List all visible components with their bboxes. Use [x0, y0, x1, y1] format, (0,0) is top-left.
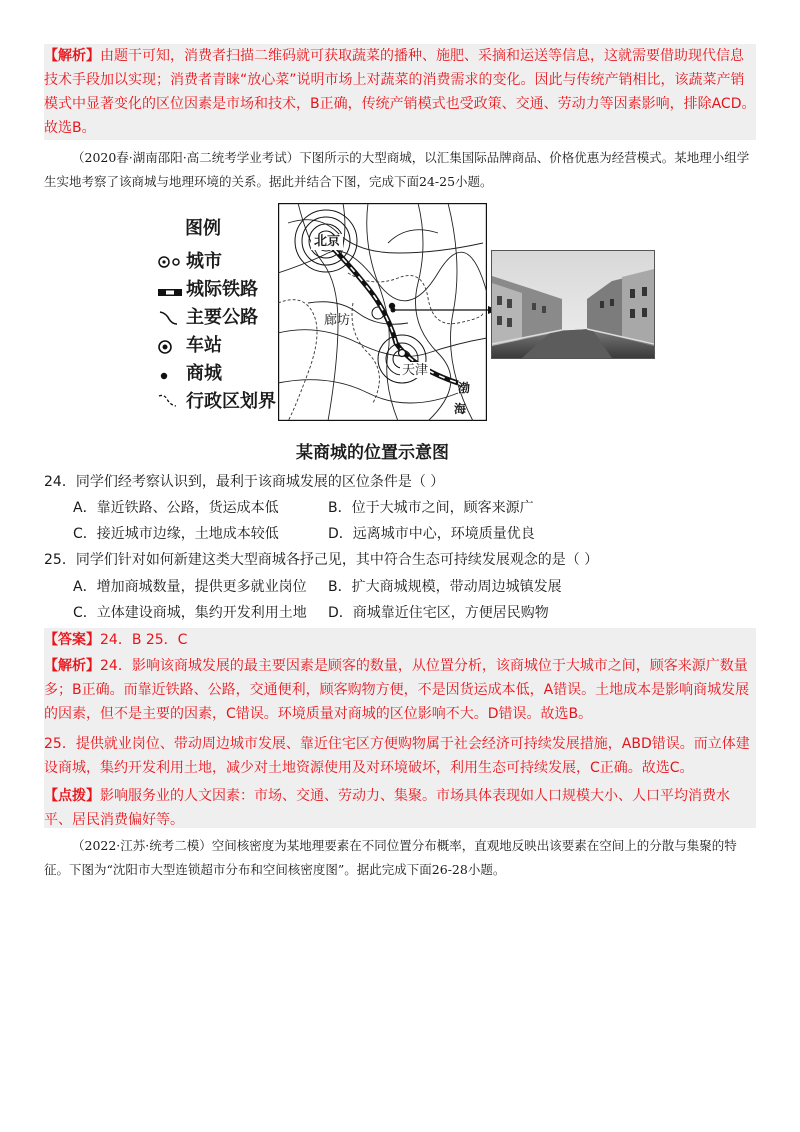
analysis-24 [44, 654, 756, 726]
boundary-symbol-icon [157, 392, 183, 414]
figure-caption: 某商城的位置示意图 [296, 443, 449, 463]
q24-option-b: B．位于大城市之间，顾客来源广 [328, 500, 534, 516]
analysis-text: 由题干可知，消费者扫描二维码就可获取蔬菜的播种、施肥、采摘和运送等信息，这就需要借助现代信息技术手段加以实现；消费者青睐“放心菜”说明市场上对蔬菜的消费需求的变化。因此与传统产销相比，该蔬菜产销模式中显著变化的区位因素是市场和技术，B正确，传统产销模式也受政策、交通、劳动力等因素影响，排除ACD。故选B。 [44, 48, 756, 136]
analysis-25: 25．提供就业岗位、带动周边城市发展、靠近住宅区方便购物属于社会经济可持续发展措施，ABD错误。而立体建设商城，集约开发利用土地，减少对土地资源使用及对环境破坏，利用生态可持续发展，C正确。故选C。 [44, 736, 750, 776]
station-symbol-icon [157, 338, 183, 360]
question-intro-26-28: （2022·江苏·统考二模）空间核密度为某地理要素在不同位置分布概率，直观地反映出该要素在空间上的分散与集聚的特征。下图为“沈阳市大型连锁超市分布和空间核密度图”。据此完成下面26-28小题。 [44, 838, 737, 877]
q25-option-a: A．增加商城数量，提供更多就业岗位 [73, 579, 307, 595]
q24-option-d: D．远离城市中心，环境质量优良 [328, 526, 535, 542]
tip-text: 影响服务业的人文因素：市场、交通、劳动力、集聚。市场具体表现如人口规模大小、人口平均消费水平、居民消费偏好等。 [44, 788, 730, 828]
analysis-24-tag: 【解析】 [44, 658, 100, 674]
legend-mall: 商城 [186, 363, 222, 384]
answer-line [44, 628, 756, 652]
q25-option-b: B．扩大商城规模，带动周边城镇发展 [328, 579, 562, 595]
q25-option-c: C．立体建设商城，集约开发利用土地 [73, 605, 307, 621]
tip-tag: 【点拨】 [44, 788, 100, 804]
mall-symbol-icon [157, 368, 183, 387]
label-hai: 海 [454, 402, 467, 416]
label-langfang: 廊坊 [324, 313, 351, 328]
legend-station: 车站 [186, 335, 222, 356]
city-symbol-icon [157, 254, 183, 274]
pointer-arrow [390, 300, 500, 310]
mall-photo [491, 250, 655, 359]
answer-tag: 【答案】 [44, 632, 100, 648]
q25-option-d: D．商城靠近住宅区，方便居民购物 [328, 605, 549, 621]
question-25-stem: 25．同学们针对如何新建这类大型商城各抒己见，其中符合生态可持续发展观念的是（ ） [44, 552, 599, 568]
question-24-stem: 24．同学们经考察认识到，最利于该商城发展的区位条件是（ ） [44, 474, 445, 490]
highway-symbol-icon [157, 309, 183, 331]
q24-option-a: A．靠近铁路、公路，货运成本低 [73, 500, 279, 516]
analysis-block-prev [44, 44, 756, 140]
analysis-24-text: 24．影响该商城发展的最主要因素是顾客的数量，从位置分析，该商城位于大城市之间，顾客来源广数量多；B正确。而靠近铁路、公路，交通便利，顾客购物方便，不是因货运成本低，A错误。土地成本是影响商城发展的因素，但不是主要的因素，C错误。环境质量对商城的区位影响不大。D错误。故选B。 [44, 658, 750, 722]
label-tianjin: 天津 [402, 363, 429, 378]
answer-text: 24．B 25．C [100, 632, 188, 648]
q24-option-c: C．接近城市边缘，土地成本较低 [73, 526, 279, 542]
label-bo: 渤 [458, 381, 471, 395]
legend-railway: 城际铁路 [186, 279, 258, 300]
label-beijing: 北京 [314, 234, 341, 249]
legend-title: 图例 [185, 218, 221, 239]
legend-boundary: 行政区划界 [186, 391, 276, 412]
tip-block [44, 784, 756, 832]
legend-city: 城市 [186, 251, 222, 272]
analysis-tag: 【解析】 [44, 48, 100, 64]
railway-symbol-icon [157, 284, 183, 303]
legend-highway: 主要公路 [186, 307, 258, 328]
question-intro-24-25: （2020春·湖南邵阳·高二统考学业考试）下图所示的大型商城，以汇集国际品牌商品、价格优惠为经营模式。某地理小组学生实地考察了该商城与地理环境的关系。据此并结合下图，完成下面24-25小题。 [44, 150, 750, 189]
